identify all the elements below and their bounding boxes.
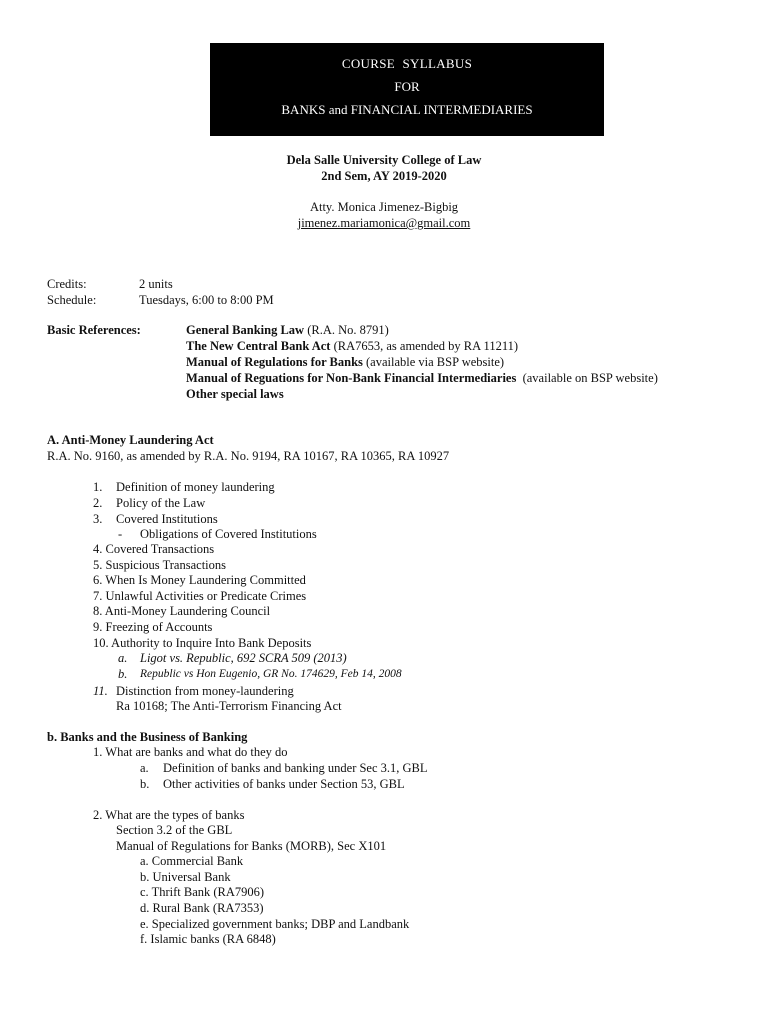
section-b-heading: b. Banks and the Business of Banking	[47, 730, 248, 744]
case-citation: Ligot vs. Republic, 692 SCRA 509 (2013)	[140, 651, 347, 665]
list-item: Obligations of Covered Institutions	[140, 527, 317, 541]
list-number: a.	[140, 761, 149, 775]
question-1: 1. What are banks and what do they do	[93, 745, 288, 759]
list-item: 5. Suspicious Transactions	[93, 558, 227, 572]
list-item: 8. Anti-Money Laundering Council	[93, 604, 271, 618]
bank-type-item: a. Commercial Bank	[140, 854, 244, 868]
list-item: Policy of the Law	[116, 496, 206, 510]
list-item: 4. Covered Transactions	[93, 542, 215, 556]
reference-item: General Banking Law (R.A. No. 8791)	[186, 323, 389, 337]
list-item: Distinction from money-laundering	[116, 684, 294, 698]
list-item: 6. When Is Money Laundering Committed	[93, 573, 306, 587]
schedule-value: Tuesdays, 6:00 to 8:00 PM	[139, 293, 274, 307]
title-line-2: FOR	[394, 79, 420, 94]
school-name: Dela Salle University College of Law	[286, 153, 482, 167]
list-item: Definition of banks and banking under Sec 3.1, GBL	[163, 761, 428, 775]
instructor: Atty. Monica Jimenez-Bigbig	[309, 200, 459, 214]
credits-label: Credits:	[47, 277, 87, 291]
reference-item: Manual of Reguations for Non-Bank Financial Intermediaries (available on BSP website)	[186, 371, 658, 385]
bank-type-item: d. Rural Bank (RA7353)	[140, 901, 264, 915]
instructor-email-link[interactable]: jimenez.mariamonica@gmail.com	[297, 216, 471, 230]
case-citation: Republic vs Hon Eugenio, GR No. 174629, Feb 14, 2008	[140, 668, 402, 680]
list-bullet: -	[118, 527, 123, 541]
list-number: 11.	[93, 684, 108, 698]
list-item: 10. Authority to Inquire Into Bank Deposits	[93, 636, 312, 650]
reference-item: Manual of Regulations for Banks (available via BSP website)	[186, 355, 505, 369]
bank-type-item: c. Thrift Bank (RA7906)	[140, 885, 265, 899]
title-line-3: BANKS and FINANCIAL INTERMEDIARIES	[281, 102, 533, 117]
section-a-subheading: R.A. No. 9160, as amended by R.A. No. 9194, RA 10167, RA 10365, RA 10927	[47, 449, 450, 463]
list-item: Definition of money laundering	[116, 480, 275, 494]
list-number: 1.	[93, 480, 103, 494]
section-a-heading: A. Anti-Money Laundering Act	[47, 433, 214, 447]
reference-line: Section 3.2 of the GBL	[116, 823, 233, 837]
term: 2nd Sem, AY 2019-2020	[321, 169, 447, 183]
list-item: Ra 10168; The Anti-Terrorism Financing Act	[116, 699, 342, 713]
bank-type-item: b. Universal Bank	[140, 870, 231, 884]
list-number: b.	[118, 667, 128, 681]
list-number: 3.	[93, 512, 103, 526]
bank-type-item: e. Specialized government banks; DBP and Landbank	[140, 917, 410, 931]
schedule-label: Schedule:	[47, 293, 97, 307]
question-2: 2. What are the types of banks	[93, 808, 245, 822]
list-item: Other activities of banks under Section 53, GBL	[163, 777, 405, 791]
title-line-1: COURSE SYLLABUS	[341, 56, 473, 71]
references-label: Basic References:	[47, 323, 141, 337]
list-number: 2.	[93, 496, 103, 510]
reference-item: The New Central Bank Act (RA7653, as amended by RA 11211)	[186, 339, 519, 353]
bank-type-item: f. Islamic banks (RA 6848)	[140, 932, 276, 946]
reference-item: Other special laws	[186, 387, 284, 401]
list-item: Covered Institutions	[116, 512, 218, 526]
reference-line: Manual of Regulations for Banks (MORB), Sec X101	[116, 839, 387, 853]
list-item: 9. Freezing of Accounts	[93, 620, 213, 634]
list-item: 7. Unlawful Activities or Predicate Crimes	[93, 589, 307, 603]
list-number: a.	[118, 651, 128, 665]
list-number: b.	[140, 777, 150, 791]
title-box	[210, 43, 604, 136]
credits-value: 2 units	[139, 277, 173, 291]
